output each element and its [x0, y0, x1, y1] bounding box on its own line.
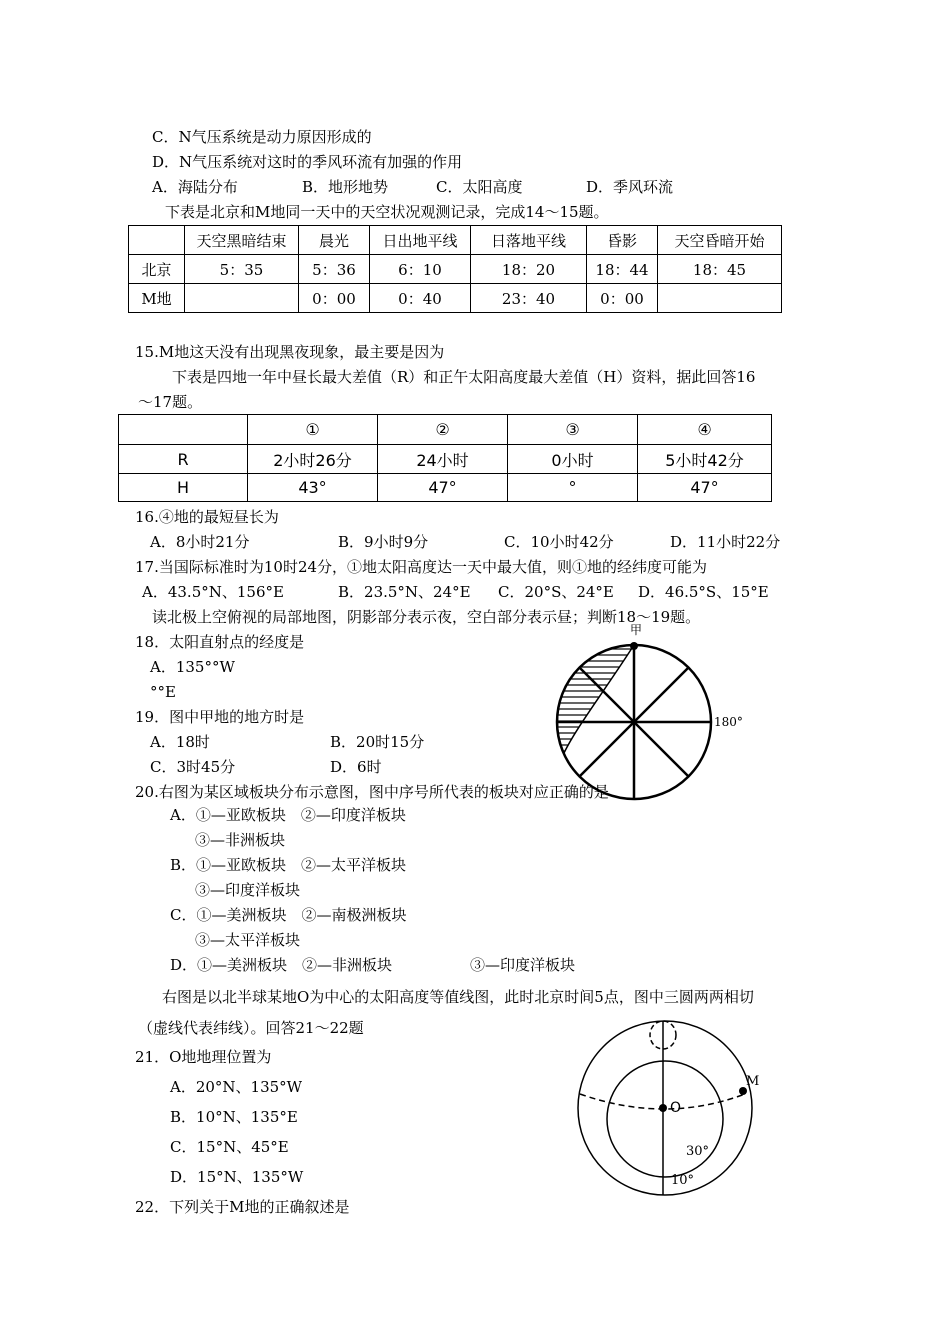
table-cell: 18：20 — [471, 255, 587, 284]
table-header-cell: 日落地平线 — [471, 226, 587, 255]
q21-option-c: C．15°N、45°E — [170, 1138, 289, 1156]
q21-option-d: D．15°N、135°W — [170, 1168, 304, 1186]
table-cell: 5：36 — [299, 255, 370, 284]
q22-stem: 22．下列关于M地的正确叙述是 — [135, 1198, 350, 1216]
q21-stem: 21．O地地理位置为 — [135, 1048, 272, 1066]
q20-option-c1: C．①—美洲板块 ②—南极洲板块 — [170, 906, 407, 924]
label-m: M — [746, 1074, 760, 1089]
q20-option-c2: ③—太平洋板块 — [195, 931, 301, 949]
label-jia: 甲 — [630, 623, 643, 637]
north-pole-figure — [548, 618, 788, 808]
table-cell: M地 — [129, 284, 185, 313]
q13-option-a: A．海陆分布 — [152, 178, 238, 196]
q20-option-b1: B．①—亚欧板块 ②—太平洋板块 — [170, 856, 407, 874]
q13-option-d: D．季风环流 — [586, 178, 674, 196]
q17-stem: 17.当国际标准时为10时24分，①地太阳高度达一天中最大值，则①地的经纬度可能为 — [135, 558, 708, 576]
table-header-cell: 晨光 — [299, 226, 370, 255]
table-header-cell: ④ — [638, 415, 772, 445]
q15-stem: 15.M地这天没有出现黑夜现象，最主要是因为 — [135, 343, 445, 361]
table-cell: H — [119, 474, 248, 502]
table-cell: 0小时 — [508, 445, 638, 474]
q16-option-a: A．8小时21分 — [150, 533, 250, 551]
table-cell: 6：10 — [370, 255, 471, 284]
table-cell: 0：00 — [299, 284, 370, 313]
q17-option-a: A．43.5°N、156°E — [142, 583, 284, 601]
q20-option-a1: A．①—亚欧板块 ②—印度洋板块 — [170, 806, 406, 824]
option-d-line: D．N气压系统对这时的季风环流有加强的作用 — [152, 153, 463, 171]
q19-stem: 19．图中甲地的地方时是 — [135, 708, 305, 726]
intro-21-22-b: （虚线代表纬线）。回答21～22题 — [138, 1019, 364, 1037]
label-30: 30° — [686, 1144, 710, 1159]
intro-18-19: 读北极上空俯视的局部地图，阴影部分表示夜，空白部分表示昼；判断18～19题。 — [152, 608, 701, 626]
q19-option-d: D．6时 — [330, 758, 382, 776]
table-header-cell: 日出地平线 — [370, 226, 471, 255]
table-cell: 47° — [638, 474, 772, 502]
table-cell: 北京 — [129, 255, 185, 284]
table-header-cell: 天空黑暗结束 — [185, 226, 299, 255]
q16-option-c: C．10小时42分 — [504, 533, 614, 551]
night-shaded-area — [557, 645, 634, 753]
table-cell: 0：00 — [587, 284, 658, 313]
q19-option-a: A．18时 — [150, 733, 210, 751]
table-cell: 0：40 — [370, 284, 471, 313]
point-jia — [630, 642, 638, 650]
table-cell: 23：40 — [471, 284, 587, 313]
q20-option-a2: ③—非洲板块 — [195, 831, 286, 849]
label-o: O — [670, 1100, 682, 1116]
table-cell — [658, 284, 782, 313]
day-length-table — [118, 414, 772, 502]
q18-stem: 18．太阳直射点的经度是 — [135, 633, 305, 651]
q20-option-b2: ③—印度洋板块 — [195, 881, 301, 899]
sky-observation-table — [128, 225, 782, 313]
q16-option-d: D．11小时22分 — [670, 533, 781, 551]
table-header-cell: ② — [378, 415, 508, 445]
label-180: 180° — [714, 715, 743, 729]
q17-option-d: D．46.5°S、15°E — [638, 583, 769, 601]
table-cell: 18：44 — [587, 255, 658, 284]
intro-16-17-a: 下表是四地一年中昼长最大差值（R）和正午太阳高度最大差值（H）资料，据此回答16 — [172, 368, 756, 386]
label-10: 10° — [671, 1173, 695, 1188]
q16-option-b: B．9小时9分 — [338, 533, 429, 551]
q20-stem: 20.右图为某区域板块分布示意图，图中序号所代表的板块对应正确的是 — [135, 783, 609, 801]
table-cell: 5：35 — [185, 255, 299, 284]
q20-option-d1: D．①—美洲板块 ②—非洲板块 — [170, 956, 393, 974]
q21-option-a: A．20°N、135°W — [170, 1078, 303, 1096]
q16-stem: 16.④地的最短昼长为 — [135, 508, 279, 526]
q13-option-b: B．地形地势 — [302, 178, 389, 196]
table-cell: 5小时42分 — [638, 445, 772, 474]
table-cell: 43° — [248, 474, 378, 502]
q19-option-b: B．20时15分 — [330, 733, 425, 751]
table-cell: 2小时26分 — [248, 445, 378, 474]
intro-21-22-a: 右图是以北半球某地O为中心的太阳高度等值线图，此时北京时间5点，图中三圆两两相切 — [162, 988, 754, 1006]
table-cell: 18：45 — [658, 255, 782, 284]
table-header-cell: ③ — [508, 415, 638, 445]
table-cell: 47° — [378, 474, 508, 502]
intro-16-17-b: ～17题。 — [138, 393, 203, 411]
intro-14-15: 下表是北京和M地同一天中的天空状况观测记录，完成14～15题。 — [165, 203, 609, 221]
q20-option-d2: ③—印度洋板块 — [470, 956, 576, 974]
q13-option-c: C．太阳高度 — [436, 178, 523, 196]
q19-option-c: C．3时45分 — [150, 758, 236, 776]
option-c-line: C．N气压系统是动力原因形成的 — [152, 128, 372, 146]
table-cell — [185, 284, 299, 313]
table-header-cell — [119, 415, 248, 445]
q18-option-b: °°E — [150, 683, 176, 701]
q18-option-a: A．135°°W — [150, 658, 235, 676]
table-cell: 24小时 — [378, 445, 508, 474]
table-cell: R — [119, 445, 248, 474]
q21-option-b: B．10°N、135°E — [170, 1108, 298, 1126]
point-o — [659, 1104, 667, 1112]
q17-option-b: B．23.5°N、24°E — [338, 583, 471, 601]
table-header-cell — [129, 226, 185, 255]
q17-option-c: C．20°S、24°E — [498, 583, 614, 601]
table-header-cell: 天空昏暗开始 — [658, 226, 782, 255]
table-cell: ° — [508, 474, 638, 502]
table-header-cell: 昏影 — [587, 226, 658, 255]
table-header-cell: ① — [248, 415, 378, 445]
sun-altitude-figure — [575, 1012, 775, 1197]
